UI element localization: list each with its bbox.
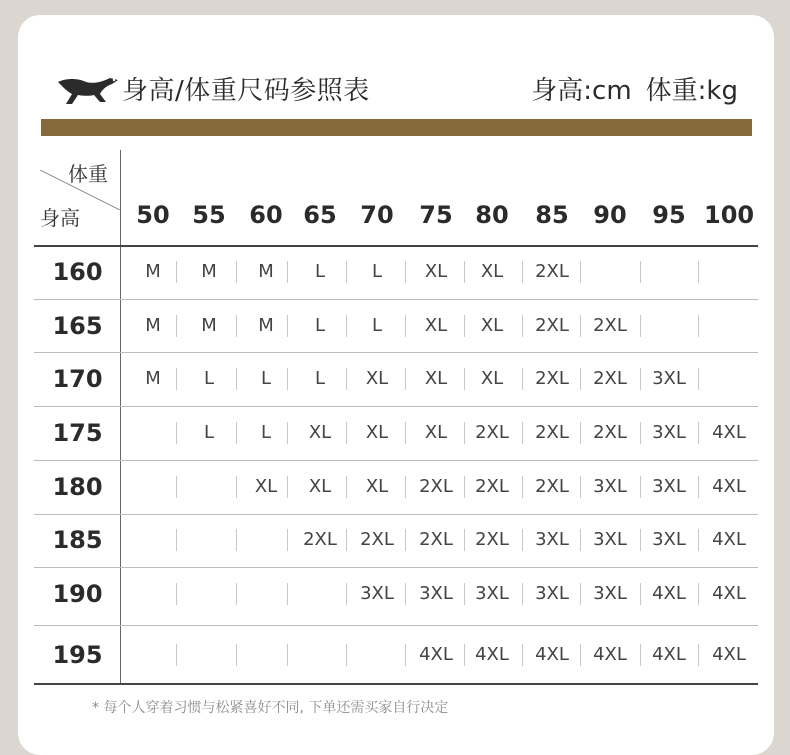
height-unit-label: 身高:cm: [531, 76, 632, 106]
weight-unit-label: 体重:kg: [645, 76, 738, 106]
row-divider: [34, 460, 758, 461]
size-cell: 3XL: [593, 529, 627, 550]
cell-separator: [405, 476, 406, 498]
cell-separator: [287, 644, 288, 666]
cell-separator: [580, 644, 581, 666]
size-cell: L: [203, 368, 215, 389]
size-cell: L: [371, 261, 383, 282]
size-cell: M: [258, 261, 274, 282]
cell-separator: [287, 583, 288, 605]
weight-header-cell: 75: [419, 201, 453, 229]
size-cell: L: [314, 315, 326, 336]
size-cell: XL: [308, 476, 332, 497]
height-row-label: 175: [52, 419, 103, 447]
cell-separator: [698, 368, 699, 390]
size-cell: 3XL: [475, 583, 509, 604]
cell-separator: [698, 583, 699, 605]
weight-header-cell: 60: [249, 201, 283, 229]
size-cell: 3XL: [652, 368, 686, 389]
size-cell: 2XL: [593, 315, 627, 336]
cell-separator: [176, 476, 177, 498]
size-cell: 3XL: [535, 583, 569, 604]
cell-separator: [405, 529, 406, 551]
size-cell: XL: [254, 476, 278, 497]
row-divider: [34, 245, 758, 247]
cell-separator: [522, 476, 523, 498]
height-row-label: 190: [52, 580, 103, 608]
height-row-label: 160: [52, 258, 103, 286]
cell-separator: [176, 583, 177, 605]
size-cell: 4XL: [652, 583, 686, 604]
cell-separator: [405, 644, 406, 666]
size-cell: L: [314, 368, 326, 389]
footnote: * 每个人穿着习惯与松紧喜好不同, 下单还需买家自行决定: [92, 700, 449, 716]
size-cell: M: [145, 261, 161, 282]
size-cell: 4XL: [712, 529, 746, 550]
size-cell: XL: [480, 261, 504, 282]
size-cell: 3XL: [535, 529, 569, 550]
size-cell: XL: [365, 476, 389, 497]
cell-separator: [698, 422, 699, 444]
weight-axis-label: 体重: [68, 162, 108, 186]
row-divider: [34, 683, 758, 685]
size-cell: 2XL: [475, 422, 509, 443]
cell-separator: [522, 315, 523, 337]
weight-header-cell: 100: [704, 201, 755, 229]
size-cell: M: [258, 315, 274, 336]
size-cell: 2XL: [593, 422, 627, 443]
size-cell: 2XL: [303, 529, 337, 550]
size-cell: 2XL: [475, 529, 509, 550]
size-cell: M: [145, 315, 161, 336]
size-cell: 2XL: [360, 529, 394, 550]
cell-separator: [580, 315, 581, 337]
header-accent-bar: [41, 119, 752, 136]
size-cell: 4XL: [712, 644, 746, 665]
size-cell: 2XL: [535, 422, 569, 443]
size-cell: 3XL: [419, 583, 453, 604]
cell-separator: [522, 422, 523, 444]
size-cell: XL: [480, 368, 504, 389]
cell-separator: [236, 529, 237, 551]
cell-separator: [698, 529, 699, 551]
cell-separator: [287, 529, 288, 551]
weight-header-cell: 80: [475, 201, 509, 229]
size-cell: 3XL: [360, 583, 394, 604]
cell-separator: [698, 476, 699, 498]
size-cell: L: [371, 315, 383, 336]
size-cell: 4XL: [712, 583, 746, 604]
weight-header-cell: 95: [652, 201, 686, 229]
cell-separator: [405, 315, 406, 337]
cell-separator: [698, 261, 699, 283]
table-vertical-divider: [120, 150, 121, 683]
height-row-label: 165: [52, 312, 103, 340]
cell-separator: [176, 422, 177, 444]
size-cell: 4XL: [652, 644, 686, 665]
height-axis-label: 身高: [40, 206, 80, 230]
cell-separator: [405, 422, 406, 444]
height-row-label: 170: [52, 365, 103, 393]
row-divider: [34, 352, 758, 353]
cell-separator: [236, 583, 237, 605]
size-cell: 4XL: [535, 644, 569, 665]
weight-header-cell: 85: [535, 201, 569, 229]
size-cell: 3XL: [593, 476, 627, 497]
weight-header-cell: 70: [360, 201, 394, 229]
cell-separator: [522, 261, 523, 283]
row-divider: [34, 514, 758, 515]
size-cell: XL: [424, 261, 448, 282]
cell-separator: [236, 476, 237, 498]
size-cell: 2XL: [535, 476, 569, 497]
size-cell: XL: [365, 368, 389, 389]
cell-separator: [405, 368, 406, 390]
row-divider: [34, 299, 758, 300]
weight-header-cell: 55: [192, 201, 226, 229]
size-cell: 2XL: [419, 476, 453, 497]
cell-separator: [640, 261, 641, 283]
cell-separator: [405, 583, 406, 605]
weight-header-cell: 90: [593, 201, 627, 229]
size-cell: L: [260, 368, 272, 389]
size-cell: XL: [308, 422, 332, 443]
size-cell: 3XL: [593, 583, 627, 604]
cell-separator: [698, 644, 699, 666]
cell-separator: [346, 644, 347, 666]
cell-separator: [176, 529, 177, 551]
size-cell: M: [201, 315, 217, 336]
cell-separator: [580, 368, 581, 390]
size-cell: 2XL: [419, 529, 453, 550]
size-cell: 2XL: [475, 476, 509, 497]
size-cell: XL: [480, 315, 504, 336]
size-cell: M: [145, 368, 161, 389]
size-cell: XL: [424, 422, 448, 443]
size-cell: 4XL: [475, 644, 509, 665]
cell-separator: [580, 583, 581, 605]
size-cell: 2XL: [535, 315, 569, 336]
row-divider: [34, 625, 758, 626]
size-cell: 2XL: [535, 368, 569, 389]
size-cell: 4XL: [593, 644, 627, 665]
size-cell: XL: [424, 368, 448, 389]
size-cell: XL: [424, 315, 448, 336]
cell-separator: [522, 529, 523, 551]
size-cell: L: [260, 422, 272, 443]
weight-header-cell: 50: [136, 201, 170, 229]
cell-separator: [580, 422, 581, 444]
size-cell: M: [201, 261, 217, 282]
size-cell: 3XL: [652, 529, 686, 550]
cell-separator: [640, 315, 641, 337]
cell-separator: [698, 315, 699, 337]
size-cell: XL: [365, 422, 389, 443]
size-cell: 3XL: [652, 422, 686, 443]
cell-separator: [522, 368, 523, 390]
unit-legend: [517, 74, 738, 108]
height-row-label: 195: [52, 641, 103, 669]
cell-separator: [580, 261, 581, 283]
cell-separator: [176, 644, 177, 666]
chart-title: 身高/体重尺码参照表: [122, 76, 370, 106]
cell-separator: [522, 583, 523, 605]
size-cell: 4XL: [712, 476, 746, 497]
size-cell: 3XL: [652, 476, 686, 497]
height-row-label: 185: [52, 526, 103, 554]
row-divider: [34, 406, 758, 407]
running-cheetah-logo-icon: [56, 74, 120, 108]
size-cell: L: [314, 261, 326, 282]
row-divider: [34, 567, 758, 568]
cell-separator: [580, 529, 581, 551]
size-cell: 2XL: [535, 261, 569, 282]
chart-header: [0, 0, 790, 140]
cell-separator: [522, 644, 523, 666]
height-row-label: 180: [52, 473, 103, 501]
weight-header-cell: 65: [303, 201, 337, 229]
size-cell: 4XL: [712, 422, 746, 443]
cell-separator: [580, 476, 581, 498]
cell-separator: [405, 261, 406, 283]
size-cell: 4XL: [419, 644, 453, 665]
cell-separator: [346, 583, 347, 605]
cell-separator: [236, 644, 237, 666]
size-cell: L: [203, 422, 215, 443]
size-cell: 2XL: [593, 368, 627, 389]
